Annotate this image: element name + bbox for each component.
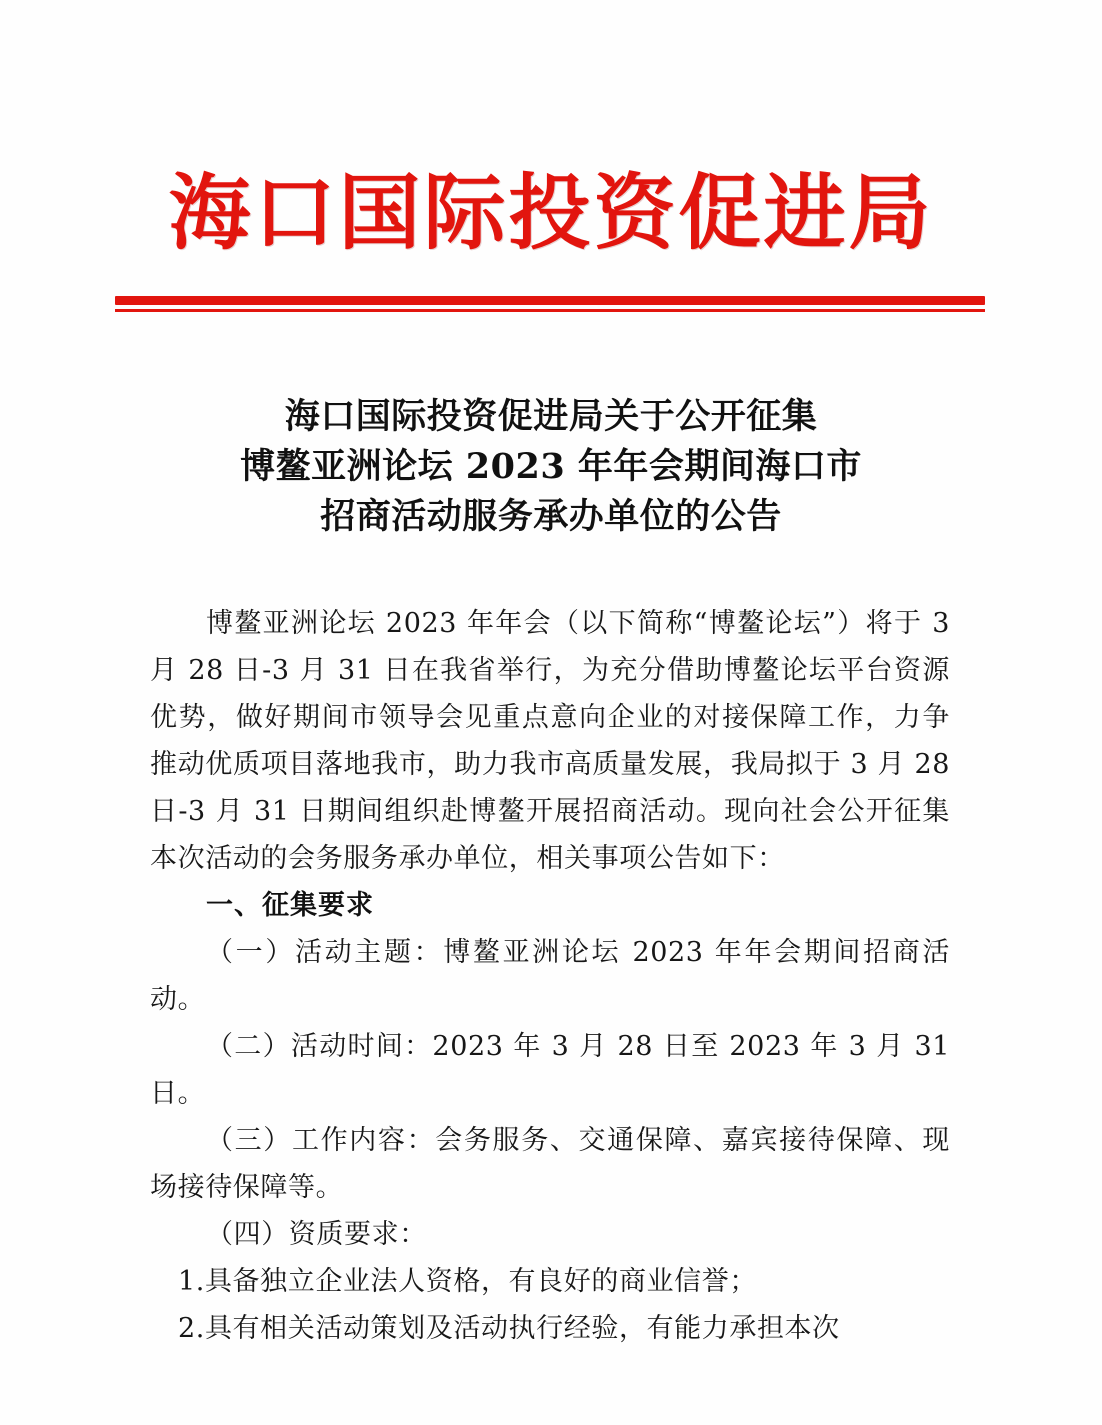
letterhead-divider	[115, 296, 985, 312]
issuing-organization-title: 海口国际投资促进局	[168, 165, 934, 261]
intro-paragraph: 博鳌亚洲论坛 2023 年年会（以下简称“博鳌论坛”）将于 3 月 28 日-3 月 31 日在我省举行，为充分借助博鳌论坛平台资源优势，做好期间市领导会见重点意向企业的对接保障工作，力争推动优质项目落地我市，助力我市高质量发展，我局拟于 3 月 28 日-3 月 31 日期间组织赴博鳌开展招商活动。现向社会公开征集本次活动的会务服务承办单位，相关事项公告如下：	[150, 608, 950, 874]
letterhead	[0, 165, 1102, 261]
divider-thick-rule	[115, 296, 985, 305]
section-item-qualification-requirements: （四）资质要求：	[206, 1219, 427, 1250]
qualification-list-item-2: 2.具有相关活动策划及活动执行经验，有能力承担本次	[178, 1313, 840, 1344]
qualification-list-item-1: 1.具备独立企业法人资格，有良好的商业信誉；	[178, 1266, 757, 1297]
document-title-line-3: 招商活动服务承办单位的公告	[320, 496, 782, 537]
document-title-line-2: 博鳌亚洲论坛 2023 年年会期间海口市	[240, 446, 862, 487]
section-item-work-content: （三）工作内容：会务服务、交通保障、嘉宾接待保障、现场接待保障等。	[150, 1125, 950, 1203]
document-body	[150, 600, 950, 1352]
section-item-activity-time: （二）活动时间：2023 年 3 月 28 日至 2023 年 3 月 31 日。	[150, 1031, 950, 1109]
divider-thin-rule	[115, 309, 985, 312]
document-title-line-1: 海口国际投资促进局关于公开征集	[284, 396, 818, 437]
document-title	[0, 392, 1102, 542]
section-item-activity-theme: （一）活动主题：博鳌亚洲论坛 2023 年年会期间招商活动。	[150, 937, 950, 1015]
section-heading-one: 一、征集要求	[206, 890, 374, 921]
